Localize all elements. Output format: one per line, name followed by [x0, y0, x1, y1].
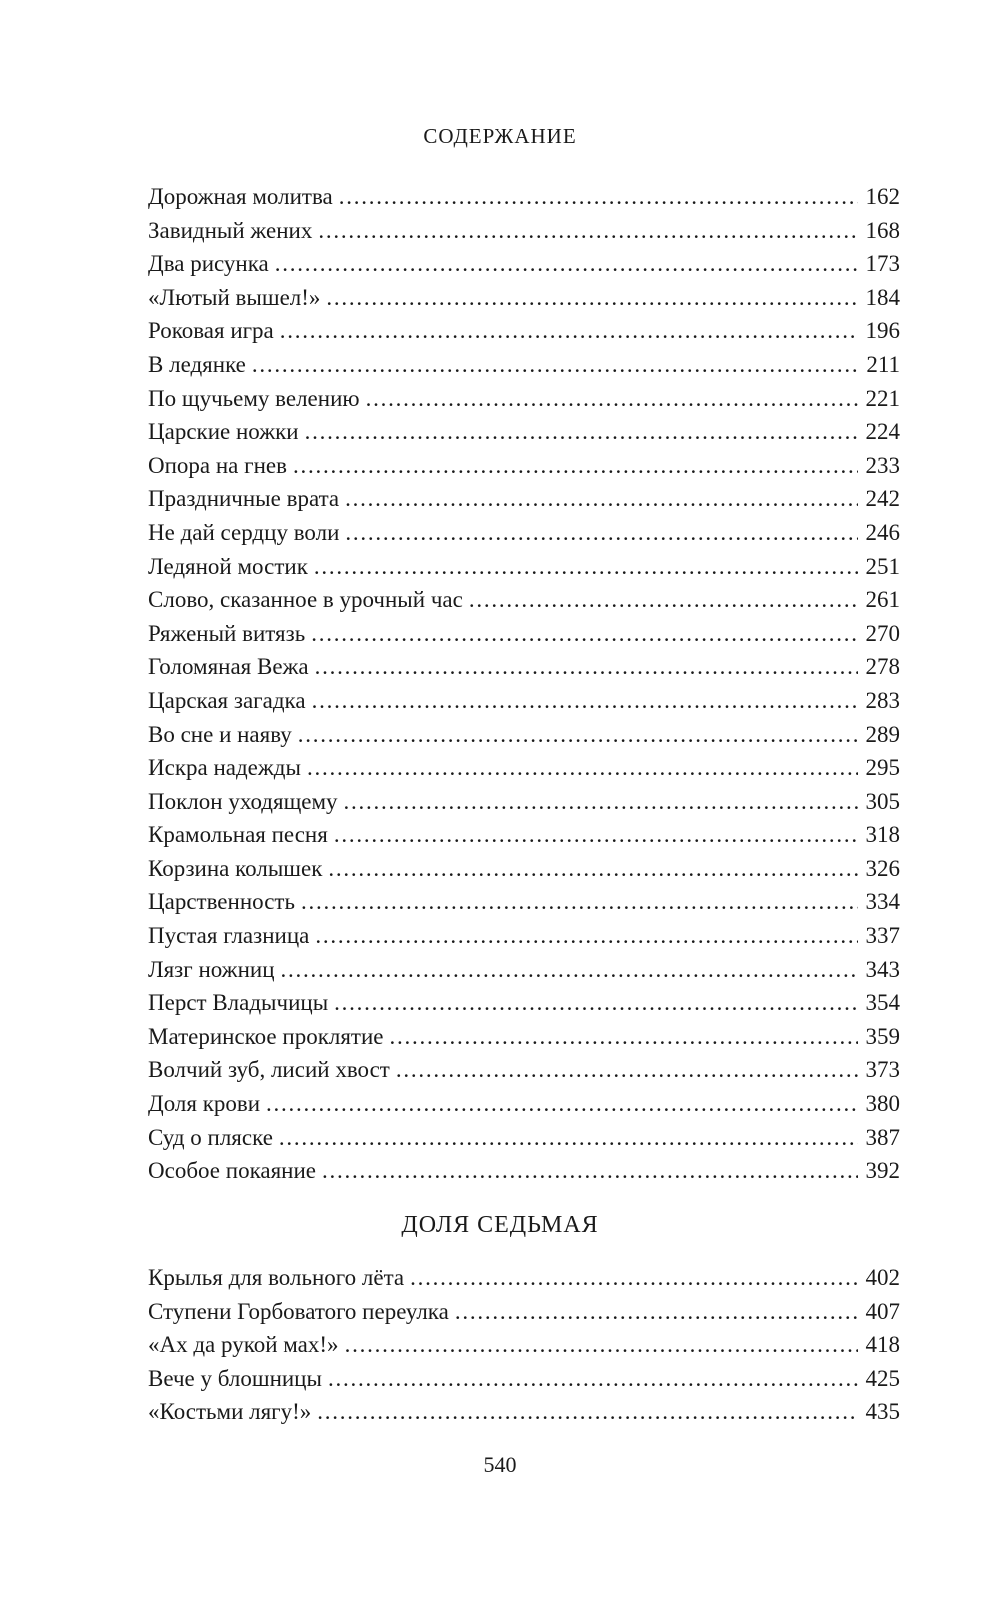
toc-entry: [148, 953, 900, 987]
toc-entry: [148, 1053, 900, 1087]
toc-entry-title: Ступени Горбоватого переулка: [148, 1298, 449, 1324]
toc-entry: [148, 919, 900, 953]
dot-leader: [307, 751, 858, 785]
dot-leader: [328, 852, 857, 886]
dot-leader: [311, 617, 857, 651]
dot-leader: [334, 818, 858, 852]
toc-entry-title: Пустая глазница: [148, 923, 310, 949]
toc-entry-page-number: 233: [865, 452, 900, 478]
dot-leader: [396, 1053, 858, 1087]
toc-entry: [148, 583, 900, 617]
toc-entry: [148, 1261, 900, 1295]
dot-leader: [326, 281, 857, 315]
toc-entry-title: Крамольная песня: [148, 822, 328, 848]
dot-leader: [305, 415, 858, 449]
toc-entry-title: В ледянке: [148, 351, 246, 377]
dot-leader: [275, 247, 858, 281]
toc-entry: [148, 281, 900, 315]
toc-entry-page-number: 359: [865, 1023, 900, 1049]
page-number: 540: [483, 1452, 517, 1477]
dot-leader: [328, 1362, 858, 1396]
dot-leader: [455, 1295, 858, 1329]
toc-entry: [148, 314, 900, 348]
toc-entry-page-number: 162: [865, 184, 900, 209]
toc-entry-title: Царственность: [148, 889, 295, 915]
dot-leader: [334, 986, 857, 1020]
toc-entry: [148, 449, 900, 483]
toc-entry-title: Корзина колышек: [148, 855, 323, 881]
toc-entry-title: Завидный жених: [148, 217, 313, 243]
toc-entry-page-number: 305: [865, 788, 900, 814]
toc-entry-page-number: 242: [865, 486, 900, 512]
toc-entry: [148, 1328, 900, 1362]
toc-entry-title: Роковая игра: [148, 318, 274, 344]
dot-leader: [345, 516, 857, 550]
toc-entry: [148, 1395, 900, 1429]
toc-entry-title: Ледяной мостик: [148, 553, 308, 579]
toc-entry-title: Вече у блошницы: [148, 1365, 322, 1391]
toc-entry-title: «Ах да рукой мах!»: [148, 1332, 339, 1358]
dot-leader: [317, 1395, 857, 1429]
dot-leader: [345, 1328, 858, 1362]
dot-leader: [315, 650, 858, 684]
dot-leader: [315, 919, 857, 953]
dot-leader: [344, 785, 858, 819]
toc-entry-page-number: 289: [865, 721, 900, 747]
dot-leader: [266, 1087, 857, 1121]
toc-entry-page-number: 221: [865, 385, 900, 411]
toc-entry-title: Лязг ножниц: [148, 956, 275, 982]
toc-entry-title: Два рисунка: [148, 251, 269, 277]
toc-entry: [148, 785, 900, 819]
dot-leader: [279, 1121, 858, 1155]
toc-entry-page-number: 196: [865, 318, 900, 344]
toc-entry: [148, 348, 900, 382]
toc-entry-page-number: 211: [866, 351, 900, 377]
toc-entry: [148, 516, 900, 550]
toc-entry-title: Материнское проклятие: [148, 1023, 384, 1049]
toc-entry: [148, 617, 900, 651]
toc-entry-title: Царские ножки: [148, 419, 299, 445]
toc-entry-title: Во сне и наяву: [148, 721, 292, 747]
toc-entry-title: Суд о пляске: [148, 1124, 273, 1150]
toc-entry-title: Дорожная молитва: [148, 184, 333, 209]
toc-entry-page-number: 168: [865, 217, 900, 243]
toc-entry: [148, 214, 900, 248]
toc-list: [148, 180, 900, 1188]
dot-leader: [322, 1154, 857, 1188]
dot-leader: [301, 885, 858, 919]
toc-entry: [148, 852, 900, 886]
toc-entry: [148, 818, 900, 852]
toc-entry-page-number: 380: [865, 1091, 900, 1117]
toc-entry-page-number: 283: [865, 687, 900, 713]
toc-entry: [148, 1295, 900, 1329]
toc-entry-title: Поклон уходящему: [148, 788, 338, 814]
toc-entry-page-number: 318: [865, 822, 900, 848]
dot-leader: [366, 382, 858, 416]
toc-entry-title: Перст Владычицы: [148, 990, 329, 1016]
toc-entry-page-number: 373: [865, 1057, 900, 1083]
dot-leader: [252, 348, 858, 382]
dot-leader: [312, 684, 858, 718]
toc-entry-page-number: 334: [865, 889, 900, 915]
toc-entry: [148, 986, 900, 1020]
dot-leader: [410, 1261, 857, 1295]
dot-leader: [281, 953, 858, 987]
toc-entry-title: Слово, сказанное в урочный час: [148, 587, 463, 613]
dot-leader: [339, 180, 858, 214]
toc-entry: [148, 650, 900, 684]
toc-entry-page-number: 402: [865, 1265, 900, 1290]
toc-entry-title: «Лютый вышел!»: [148, 284, 321, 310]
toc-entry: [148, 415, 900, 449]
toc-entry-page-number: 246: [865, 519, 900, 545]
toc-entry-page-number: 184: [865, 284, 900, 310]
dot-leader: [390, 1020, 858, 1054]
toc-entry-title: Праздничные врата: [148, 486, 340, 512]
toc-entry-title: Волчий зуб, лисий хвост: [148, 1057, 390, 1083]
dot-leader: [293, 449, 858, 483]
dot-leader: [469, 583, 858, 617]
toc-entry-page-number: 326: [865, 855, 900, 881]
toc-entry: [148, 1020, 900, 1054]
toc-entry-page-number: 392: [865, 1158, 900, 1184]
toc-entry-page-number: 343: [865, 956, 900, 982]
toc-entry: [148, 550, 900, 584]
toc-entry-title: Царская загадка: [148, 687, 306, 713]
toc-entry-page-number: 173: [865, 251, 900, 277]
toc-entry-page-number: 407: [865, 1298, 900, 1324]
toc-entry-title: Опора на гнев: [148, 452, 287, 478]
toc-entry-title: Особое покаяние: [148, 1158, 317, 1184]
section-heading: ДОЛЯ СЕДЬМАЯ: [401, 1212, 599, 1238]
running-head: СОДЕРЖАНИЕ: [423, 124, 577, 148]
toc-entry-page-number: 278: [865, 654, 900, 680]
toc-entry: [148, 718, 900, 752]
toc-entry-title: «Костьми лягу!»: [148, 1399, 312, 1425]
toc-entry-title: Ряженый витязь: [148, 620, 306, 646]
toc-entry-page-number: 295: [865, 755, 900, 781]
toc-entry: [148, 1362, 900, 1396]
toc-entry-title: По щучьему велению: [148, 385, 360, 411]
dot-leader: [280, 314, 858, 348]
toc-entry-title: Доля крови: [148, 1091, 261, 1117]
toc-entry-title: Не дай сердцу воли: [148, 519, 340, 545]
toc-entry-title: Искра надежды: [148, 755, 301, 781]
toc-entry-page-number: 251: [865, 553, 900, 579]
dot-leader: [298, 718, 858, 752]
dot-leader: [314, 550, 858, 584]
toc-entry: [148, 382, 900, 416]
toc-entry-page-number: 354: [865, 990, 900, 1016]
dot-leader: [345, 482, 857, 516]
toc-entry: [148, 885, 900, 919]
toc-entry: [148, 751, 900, 785]
toc-entry-page-number: 337: [865, 923, 900, 949]
toc-list: [148, 1261, 900, 1429]
toc-entry-page-number: 425: [865, 1365, 900, 1391]
toc-entry: [148, 684, 900, 718]
toc-entry-page-number: 387: [865, 1124, 900, 1150]
toc-entry: [148, 1121, 900, 1155]
toc-entry-title: Крылья для вольного лёта: [148, 1265, 405, 1290]
toc-entry-page-number: 270: [865, 620, 900, 646]
toc-entry-page-number: 418: [865, 1332, 900, 1358]
toc-entry-page-number: 224: [865, 419, 900, 445]
toc-entry-page-number: 435: [865, 1399, 900, 1425]
toc-entry: [148, 180, 900, 214]
toc-entry: [148, 1087, 900, 1121]
dot-leader: [318, 214, 857, 248]
toc-entry: [148, 1154, 900, 1188]
toc-entry-title: Голомяная Вежа: [148, 654, 309, 680]
toc-entry: [148, 247, 900, 281]
toc-entry-page-number: 261: [865, 587, 900, 613]
toc-entry: [148, 482, 900, 516]
